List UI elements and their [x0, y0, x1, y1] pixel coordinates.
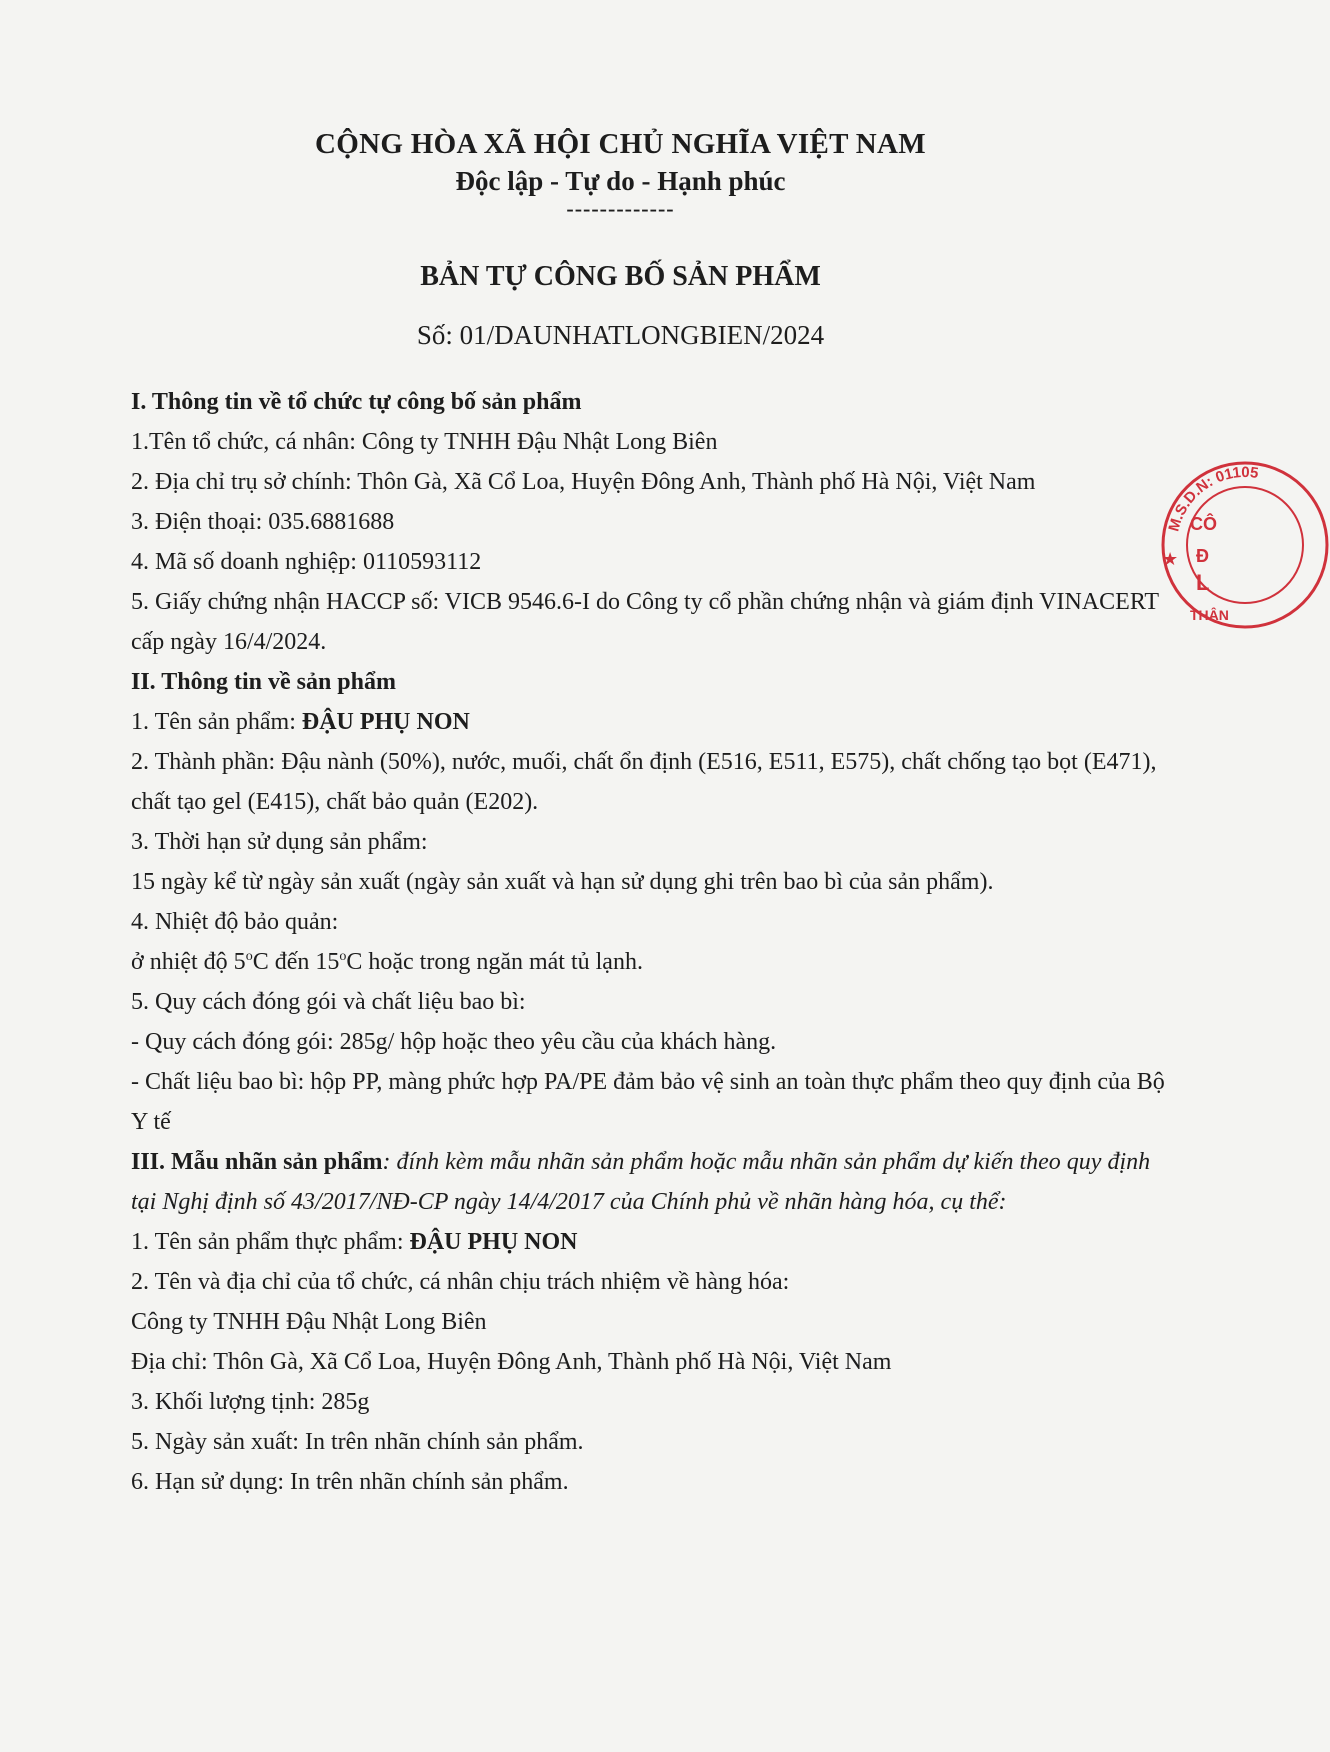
temp-suffix: C hoặc trong ngăn mát tủ lạnh. — [346, 949, 643, 975]
stamp-line-2: Đ — [1196, 546, 1209, 566]
org-haccp: 5. Giấy chứng nhận HACCP số: VICB 9546.6-I do Công ty cổ phần chứng nhận và giám định VINACERT cấp ngày 16/4/2024. — [131, 589, 1159, 655]
label-product-name-label: 1. Tên sản phẩm thực phẩm: — [131, 1229, 410, 1255]
product-ingredients: 2. Thành phần: Đậu nành (50%), nước, muối, chất ổn định (E516, E511, E575), chất chống tạo bọt (E471), chất tạo gel (E415), chất bảo quản (E202). — [131, 749, 1157, 815]
storage-temp-label: 4. Nhiệt độ bảo quản: — [131, 909, 339, 935]
document-body — [131, 382, 1181, 1502]
manufacture-date: 5. Ngày sản xuất: In trên nhãn chính sản phẩm. — [131, 1429, 584, 1455]
packaging-label: 5. Quy cách đóng gói và chất liệu bao bì: — [131, 989, 526, 1015]
stamp-line-3: L — [1196, 570, 1210, 595]
org-address: 2. Địa chỉ trụ sở chính: Thôn Gà, Xã Cổ Loa, Huyện Đông Anh, Thành phố Hà Nội, Việt Nam — [131, 469, 1036, 495]
org-name: 1.Tên tổ chức, cá nhân: Công ty TNHH Đậu Nhật Long Biên — [131, 429, 718, 455]
product-name-row — [131, 702, 1181, 742]
motto: Độc lập - Tự do - Hạnh phúc — [455, 166, 786, 196]
responsible-company: Công ty TNHH Đậu Nhật Long Biên — [131, 1309, 487, 1335]
responsible-address: Địa chỉ: Thôn Gà, Xã Cổ Loa, Huyện Đông Anh, Thành phố Hà Nội, Việt Nam — [131, 1349, 892, 1375]
net-weight: 3. Khối lượng tịnh: 285g — [131, 1389, 370, 1415]
org-tax-code: 4. Mã số doanh nghiệp: 0110593112 — [131, 549, 482, 575]
document-title: BẢN TỰ CÔNG BỐ SẢN PHẨM — [420, 261, 821, 292]
document-number: Số: 01/DAUNHATLONGBIEN/2024 — [416, 320, 825, 350]
shelf-life-label: 3. Thời hạn sử dụng sản phẩm: — [131, 829, 428, 855]
shelf-life-value: 15 ngày kể từ ngày sản xuất (ngày sản xuất và hạn sử dụng ghi trên bao bì của sản phẩm). — [131, 869, 994, 895]
section-3-intro — [131, 1142, 1181, 1222]
packaging-material: - Chất liệu bao bì: hộp PP, màng phức hợp PA/PE đảm bảo vệ sinh an toàn thực phẩm theo quy định của Bộ Y tế — [131, 1069, 1165, 1135]
country-heading: CỘNG HÒA XÃ HỘI CHỦ NGHĨA VIỆT NAM — [315, 128, 926, 160]
degree-mark: o — [245, 949, 253, 964]
section-3-heading: III. Mẫu nhãn sản phẩm — [131, 1149, 383, 1175]
product-name-label: 1. Tên sản phẩm: — [131, 709, 302, 735]
section-3-colon: : — [382, 1149, 397, 1175]
header-divider: ------------- — [566, 196, 675, 221]
company-stamp — [1160, 460, 1330, 630]
section-1-heading: I. Thông tin về tổ chức tự công bố sản phẩm — [131, 389, 582, 415]
degree-mark: o — [339, 949, 347, 964]
stamp-line-1: CÔ — [1190, 514, 1217, 534]
product-name-value: ĐẬU PHỤ NON — [301, 709, 470, 735]
section-3-intro-text: đính kèm mẫu nhãn sản phẩm hoặc mẫu nhãn sản phẩm dự kiến theo quy định tại Nghị định số 43/2017/NĐ-CP ngày 14/4/2017 của Chính phủ về nhãn hàng hóa, cụ thể: — [131, 1149, 1151, 1215]
stamp-star-icon: ★ — [1162, 549, 1179, 569]
temp-mid: C đến 15 — [252, 949, 340, 975]
org-phone: 3. Điện thoại: 035.6881688 — [131, 509, 395, 535]
stamp-ring-text: M.S.D.N: 01105 — [1165, 463, 1260, 534]
section-2-heading: II. Thông tin về sản phẩm — [131, 669, 396, 695]
responsible-party-label: 2. Tên và địa chỉ của tổ chức, cá nhân chịu trách nhiệm về hàng hóa: — [131, 1269, 790, 1295]
storage-temp-value — [131, 942, 1181, 982]
label-product-name-value: ĐẬU PHỤ NON — [409, 1229, 578, 1255]
temp-prefix: ở nhiệt độ 5 — [131, 949, 246, 975]
label-product-name-row — [131, 1222, 1181, 1262]
stamp-line-4: THÂN — [1190, 607, 1229, 623]
expiry-date: 6. Hạn sử dụng: In trên nhãn chính sản phẩm. — [131, 1469, 569, 1495]
packaging-spec: - Quy cách đóng gói: 285g/ hộp hoặc theo yêu cầu của khách hàng. — [131, 1029, 777, 1055]
